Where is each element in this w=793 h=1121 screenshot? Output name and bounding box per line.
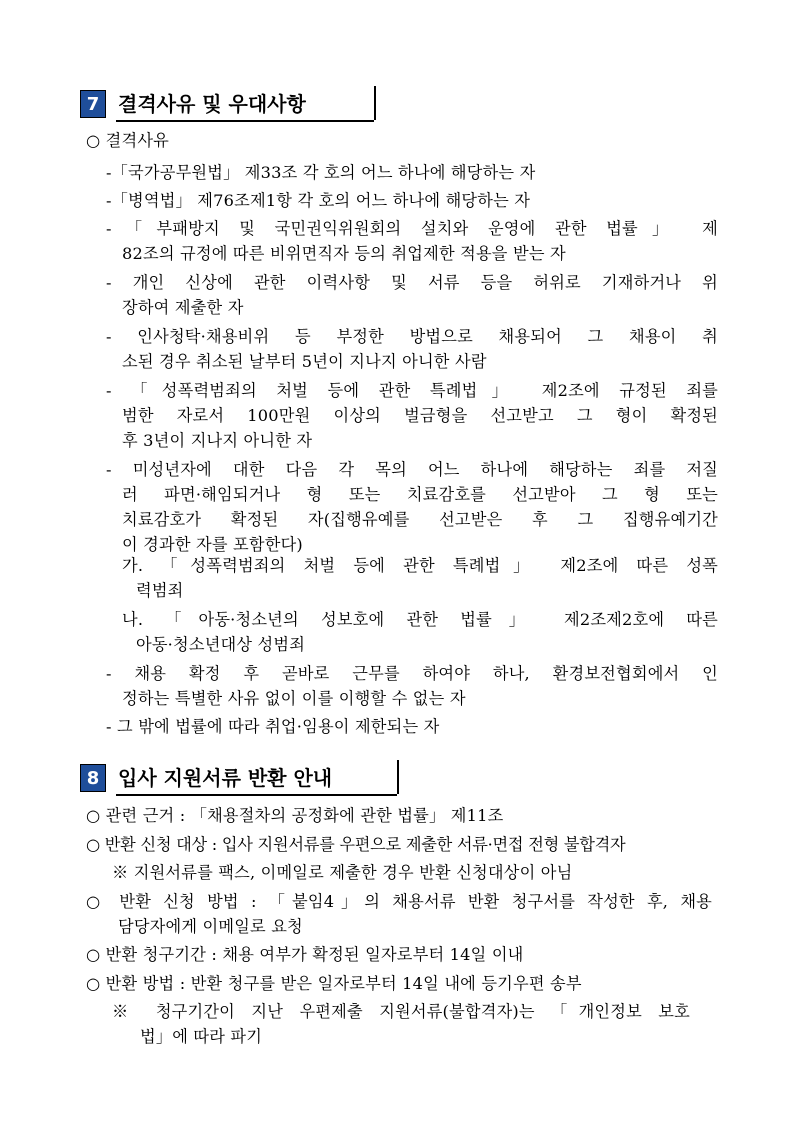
disqualification-item-cont: 장하여 제출한 자 (122, 298, 244, 317)
return-info-item: ○ 관련 근거 : 「채용절차의 공정화에 관한 법률」 제11조 (86, 806, 504, 825)
disqualification-item: -「병역법」 제76조제1항 각 호의 어느 하나에 해당하는 자 (106, 191, 531, 210)
disqualification-item: - 「성폭력범죄의 처벌 등에 관한 특례법」 제2조에 규정된 죄를 (106, 381, 718, 400)
disqualification-item: - 그 밖에 법률에 따라 취업·임용이 제한되는 자 (106, 717, 440, 736)
disqualification-item-cont: 소된 경우 취소된 날부터 5년이 지나지 아니한 사람 (122, 352, 487, 371)
return-info-note-cont: 법」에 따라 파기 (140, 1027, 263, 1046)
sub-item-na: 나. 「아동·청소년의 성보호에 관한 법률」 제2조제2호에 따른 (122, 610, 718, 629)
section-7-header (80, 90, 380, 124)
section-8-header (80, 764, 410, 798)
disqualification-item-cont: 러 파면·해임되거나 형 또는 치료감호를 선고받아 그 형 또는 (122, 485, 718, 504)
disqualification-item: -「국가공무원법」 제33조 각 호의 어느 하나에 해당하는 자 (106, 163, 536, 182)
return-info-item-cont: 담당자에게 이메일로 요청 (118, 917, 303, 936)
sub-item-ga: 가. 「성폭력범죄의 처벌 등에 관한 특례법」 제2조에 따른 성폭 (122, 556, 718, 575)
disqualification-item: - 미성년자에 대한 다음 각 목의 어느 하나에 해당하는 죄를 저질 (106, 460, 718, 479)
return-info-item: ○ 반환 신청 방법 : 「붙임4」의 채용서류 반환 청구서를 작성한 후, 채용 (86, 892, 712, 911)
return-info-item: ○ 반환 방법 : 반환 청구를 받은 일자로부터 14일 내에 등기우편 송부 (86, 974, 582, 993)
section-8-title: 입사 지원서류 반환 안내 (118, 766, 333, 790)
disqualification-item-cont: 이 경과한 자를 포함한다) (122, 535, 303, 554)
section-7-underline (116, 120, 374, 122)
disqualification-item: - 개인 신상에 관한 이력사항 및 서류 등을 허위로 기재하거나 위 (106, 273, 718, 292)
disqualification-item-cont: 후 3년이 지나지 아니한 자 (122, 431, 313, 450)
disqualification-item: - 인사청탁·채용비위 등 부정한 방법으로 채용되어 그 채용이 취 (106, 327, 718, 346)
section-7-subheading: ○ 결격사유 (86, 131, 170, 150)
disqualification-item-cont: 정하는 특별한 사유 없이 이를 이행할 수 없는 자 (122, 689, 466, 708)
return-info-item: ○ 반환 청구기간 : 채용 여부가 확정된 일자로부터 14일 이내 (86, 945, 524, 964)
disqualification-item: -「부패방지 및 국민권익위원회의 설치와 운영에 관한 법률」 제 (106, 219, 718, 238)
section-8-underline (116, 794, 397, 796)
section-7-title: 결격사유 및 우대사항 (118, 92, 306, 116)
section-7-divider (374, 86, 376, 120)
section-8-number: 8 (80, 764, 106, 792)
disqualification-item-cont: 82조의 규정에 따른 비위면직자 등의 취업제한 적용을 받는 자 (122, 244, 566, 263)
sub-item-ga-cont: 력범죄 (136, 581, 184, 600)
return-info-note: ※ 청구기간이 지난 우편제출 지원서류(불합격자)는 「개인정보 보호 (112, 1002, 690, 1021)
section-7-number: 7 (80, 90, 106, 118)
disqualification-item: - 채용 확정 후 곧바로 근무를 하여야 하나, 환경보전협회에서 인 (106, 664, 718, 683)
sub-item-na-cont: 아동·청소년대상 성범죄 (136, 635, 306, 654)
disqualification-item-cont: 범한 자로서 100만원 이상의 벌금형을 선고받고 그 형이 확정된 (122, 406, 718, 425)
return-info-item: ○ 반환 신청 대상 : 입사 지원서류를 우편으로 제출한 서류·면접 전형 불합격자 (86, 835, 626, 854)
disqualification-item-cont: 치료감호가 확정된 자(집행유예를 선고받은 후 그 집행유예기간 (122, 510, 718, 529)
section-8-divider (397, 760, 399, 794)
return-info-note: ※ 지원서류를 팩스, 이메일로 제출한 경우 반환 신청대상이 아님 (112, 863, 573, 882)
